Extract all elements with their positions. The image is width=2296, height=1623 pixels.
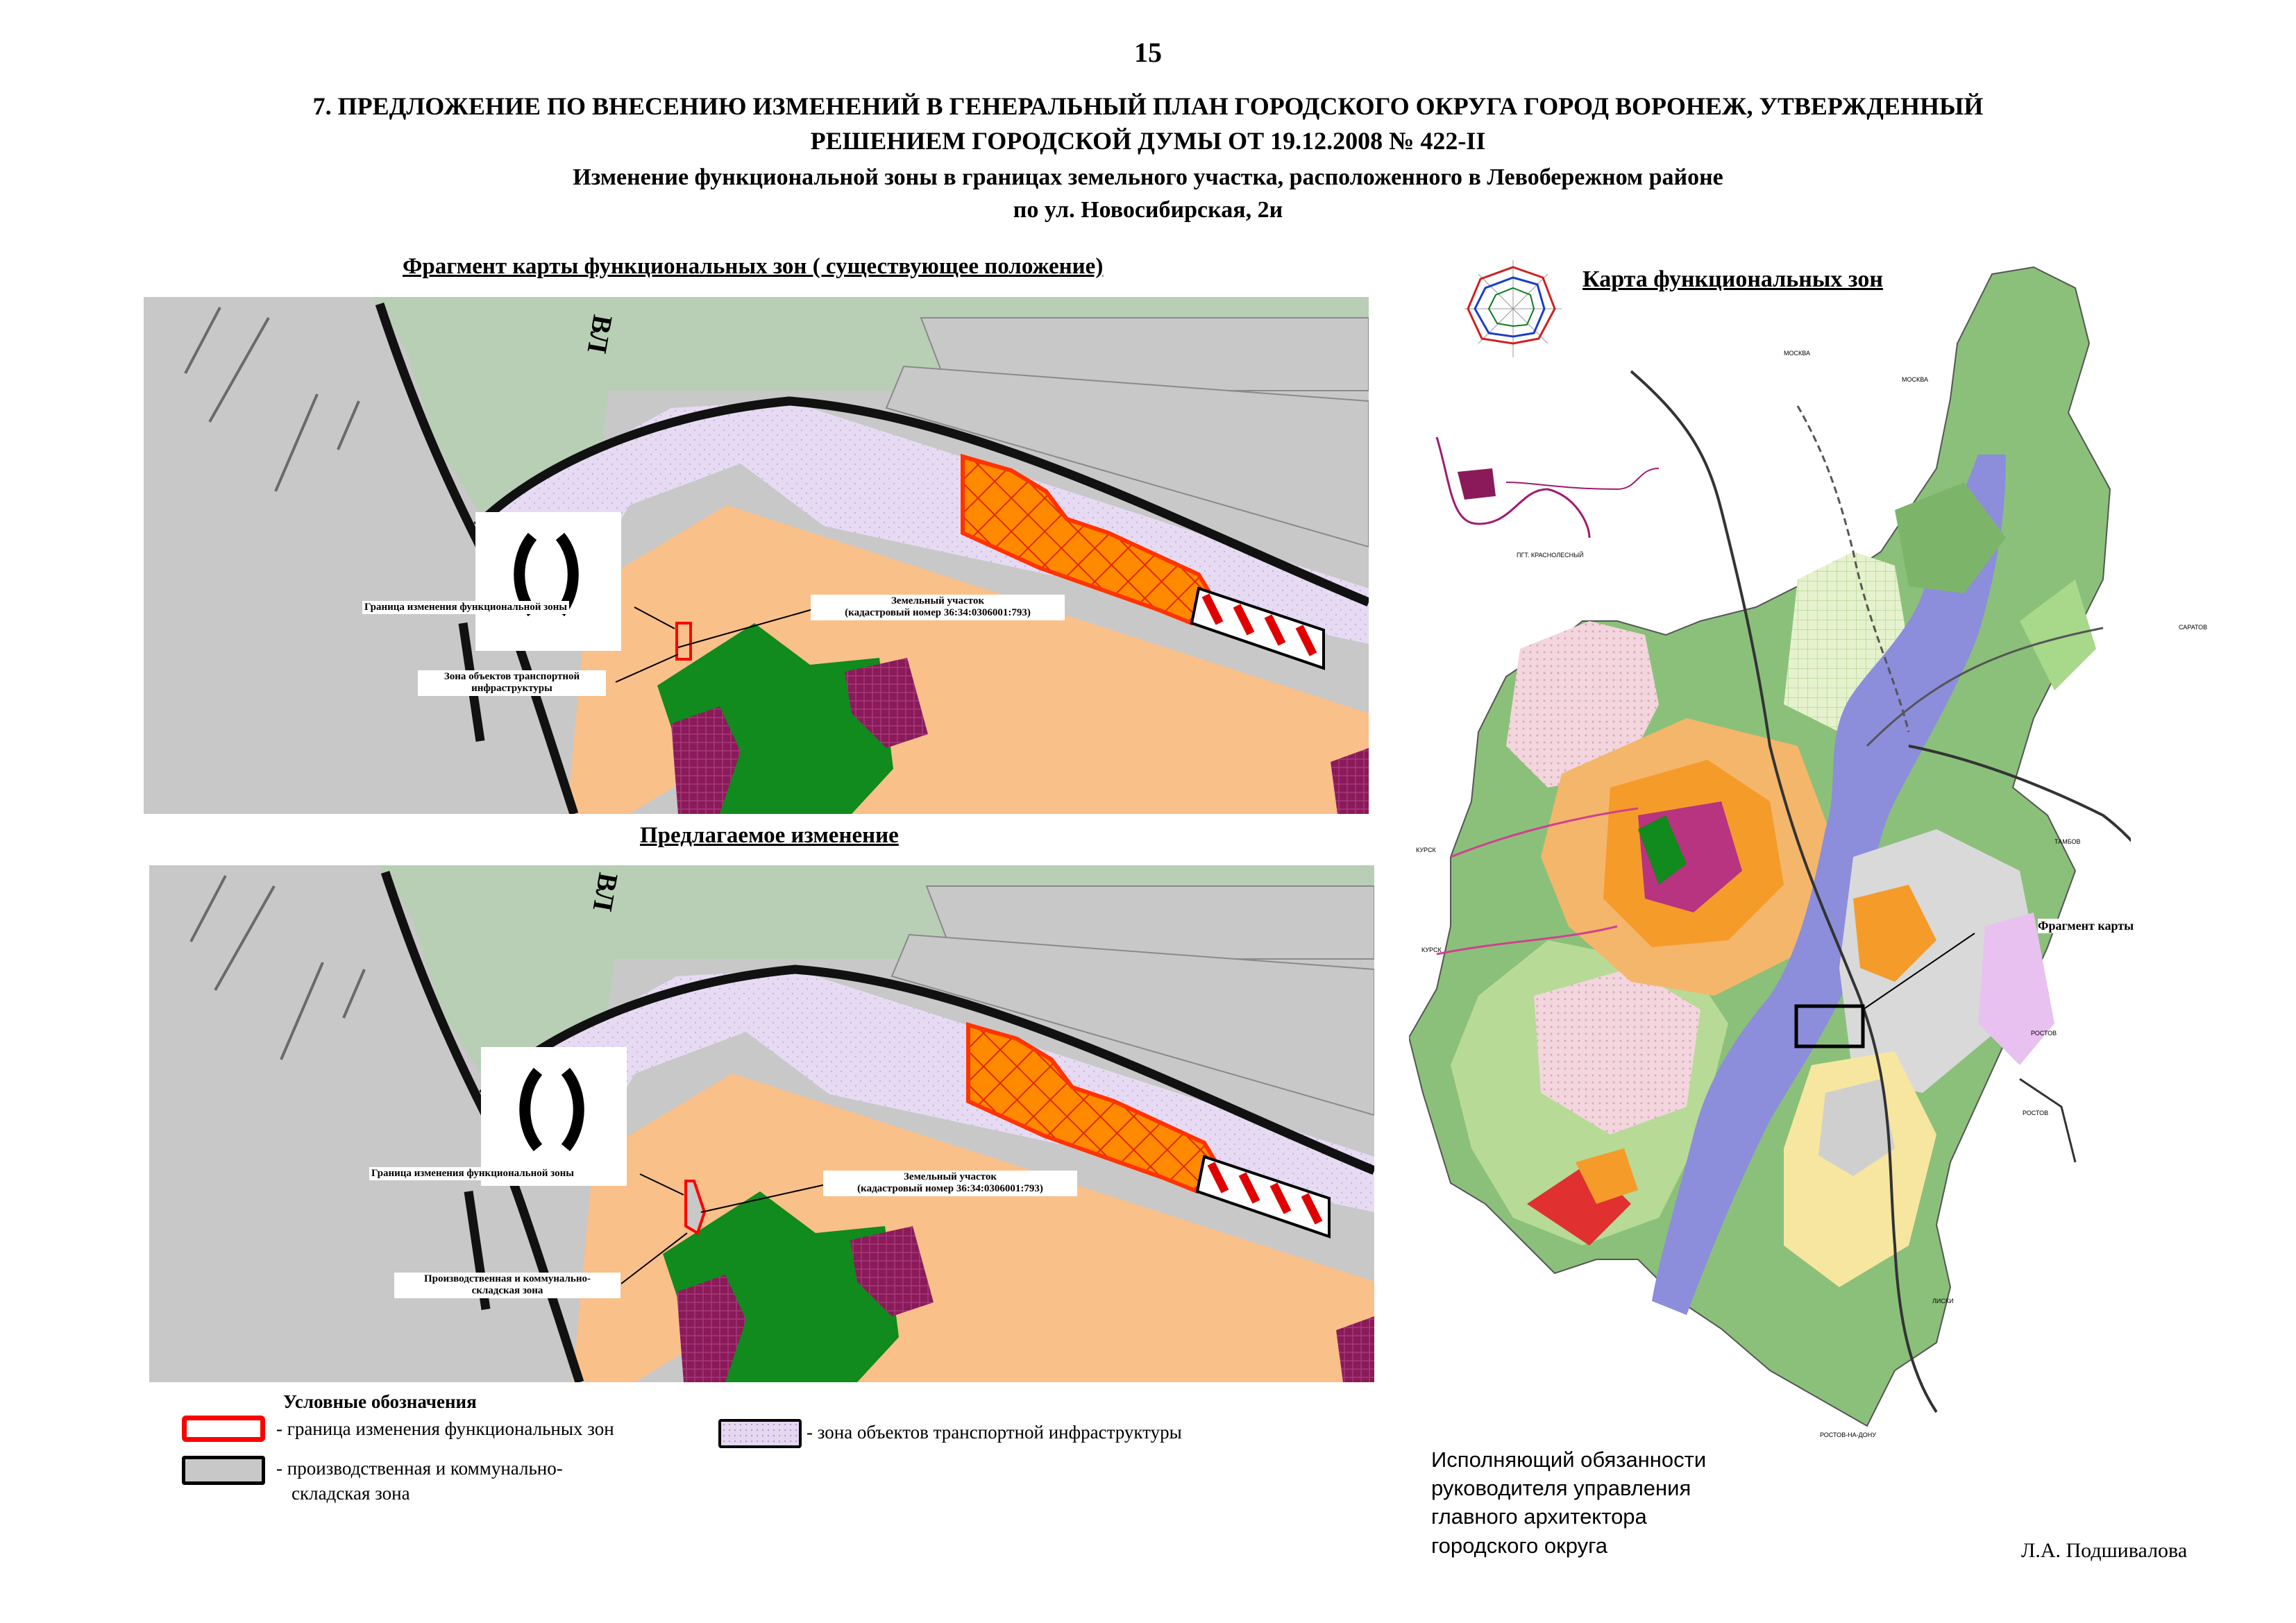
place-label-kursk-2: КУРСК (1421, 946, 1442, 953)
title-line-1: 7. ПРЕДЛОЖЕНИЕ ПО ВНЕСЕНИЮ ИЗМЕНЕНИЙ В ГЕНЕРАЛЬНЫЙ ПЛАН ГОРОДСКОГО ОКРУГА ГОРОД ВОРОНЕЖ, УТВЕРЖДЕННЫЙ (312, 92, 1984, 120)
place-label-rostov-1: РОСТОВ (2031, 1030, 2057, 1037)
legend-red-boundary-swatch (182, 1416, 265, 1442)
proposed-parcel-line1: Земельный участок (904, 1171, 997, 1182)
existing-zone-label (418, 670, 606, 696)
signature-line-1: Исполняющий обязанности (1431, 1447, 1707, 1472)
place-label-tambov: ТАМБОВ (2054, 838, 2081, 845)
proposed-zone-line2: складская зона (471, 1285, 543, 1297)
proposed-parcel-line2: (кадастровый номер 36:34:0306001:793) (857, 1183, 1043, 1195)
existing-map-drawing (144, 297, 1369, 814)
title-line-3: Изменение функциональной зоны в границах земельного участка, расположенного в Левобережном районе (573, 164, 1723, 190)
place-label-liski: ЛИСКИ (1932, 1298, 1954, 1305)
legend-item-3: - зона объектов транспортной инфраструктуры (807, 1422, 1182, 1443)
legend-lilac-swatch (718, 1419, 802, 1448)
signature-line-4: городского округа (1431, 1533, 1607, 1558)
existing-boundary-label: Граница изменения функциональной зоны (362, 601, 569, 614)
existing-map-caption: Фрагмент карты функциональных зон ( существующее положение) (403, 254, 1104, 279)
existing-zone-line2: инфраструктуры (471, 683, 552, 695)
overview-map (1409, 260, 2131, 1447)
proposed-map (149, 865, 1374, 1382)
existing-road-label: ВЛ (581, 312, 619, 356)
proposed-zone-label (394, 1273, 621, 1298)
signature-block (1431, 1445, 1706, 1560)
overview-map-title: Карта функциональных зон (1582, 266, 1883, 292)
place-label-saratov: САРАТОВ (2179, 624, 2208, 631)
place-label-kursk-1: КУРСК (1416, 847, 1436, 853)
proposed-boundary-label: Граница изменения функциональной зоны (369, 1167, 576, 1180)
proposed-map-drawing (149, 865, 1374, 1382)
fragment-label: Фрагмент карты (2038, 919, 2134, 933)
place-label-moskva-2: МОСКВА (1902, 376, 1928, 383)
place-label-rostov-2: РОСТОВ (2023, 1110, 2049, 1116)
signature-name: Л.А. Подшивалова (2021, 1539, 2188, 1562)
legend-item-1: - граница изменения функциональных зон (276, 1418, 614, 1439)
existing-parcel-label (811, 595, 1065, 620)
legend-title: Условные обозначения (283, 1391, 477, 1412)
place-label-moskva-1: МОСКВА (1784, 350, 1810, 357)
title-line-2: РЕШЕНИЕМ ГОРОДСКОЙ ДУМЫ ОТ 19.12.2008 № 422-II (810, 127, 1486, 155)
legend-item-2: - производственная и коммунально- (276, 1458, 563, 1479)
proposed-road-label: ВЛ (586, 870, 625, 914)
legend-item-2-line2: складская зона (292, 1483, 410, 1504)
existing-map (144, 297, 1369, 814)
signature-line-3: главного архитектора (1431, 1504, 1647, 1529)
proposed-map-caption: Предлагаемое изменение (640, 823, 899, 848)
proposed-parcel-label (823, 1171, 1077, 1196)
overview-map-drawing (1409, 260, 2131, 1447)
proposed-zone-line1: Производственная и коммунально- (423, 1273, 591, 1284)
existing-parcel-line2: (кадастровый номер 36:34:0306001:793) (845, 607, 1031, 619)
page-number: 15 (1134, 37, 1162, 68)
signature-line-2: руководителя управления (1431, 1476, 1691, 1501)
place-label-krasnolesny: ПГТ. КРАСНОЛЕСНЫЙ (1517, 552, 1584, 559)
existing-parcel-line1: Земельный участок (891, 595, 984, 606)
legend-gray-swatch (182, 1456, 265, 1485)
title-line-4: по ул. Новосибирская, 2и (1013, 197, 1283, 223)
existing-zone-line1: Зона объектов транспортной (444, 671, 580, 682)
place-label-rostov-na-donu: РОСТОВ-НА-ДОНУ (1820, 1431, 1876, 1438)
